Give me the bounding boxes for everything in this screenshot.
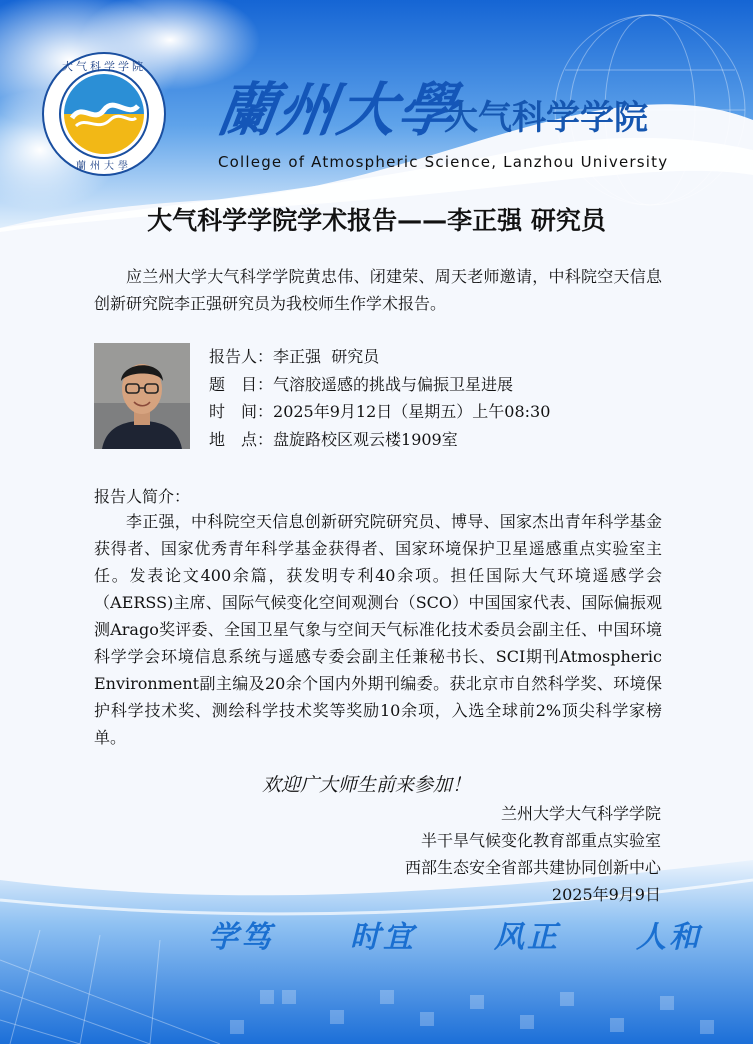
svg-text:蘭州大學: 蘭州大學 <box>76 161 132 172</box>
welcome-message: 欢迎广大师生前来参加！ <box>262 774 472 796</box>
signature-org-3: 西部生态安全省部共建协同创新中心 <box>404 858 661 877</box>
place-value: 盘旋路校区观云楼1909室 <box>273 429 458 449</box>
time-value: 2025年9月12日（星期五）上午08:30 <box>273 402 551 421</box>
motto-word-2: 时宜 <box>350 920 416 955</box>
time-label: 时 间： <box>209 402 274 421</box>
reporter-value: 李正强 研究员 <box>273 347 380 366</box>
college-english-name: College of Atmospheric Science, Lanzhou University <box>218 153 669 171</box>
talk-info <box>209 343 550 453</box>
signature-org-2: 半干旱气候变化教育部重点实验室 <box>420 831 661 850</box>
university-calligraphy-logo: 蘭州大學 <box>213 76 463 144</box>
svg-text:大气科学学院: 大气科学学院 <box>62 60 146 73</box>
topic-row <box>209 371 550 399</box>
motto-word-1: 学笃 <box>208 920 274 955</box>
reporter-row <box>209 343 550 371</box>
place-row <box>209 426 550 454</box>
bio-paragraph: 李正强，中科院空天信息创新研究院研究员、博导、国家杰出青年科学基金获得者、国家优秀青年科学基金获得者、国家环境保护卫星遥感重点实验室主任。发表论文400余篇，获发明专利40余项。担任国际大气环境遥感学会（AERSS)主席、国际气候变化空间观测台（SCO）中国国家代表、国际偏振观测Arago奖评委、全国卫星气象与空间天气标准化技术委员会副主任、中国环境科学学会环境信息系统与遥感专委会副主任兼秘书长、SCI期刊Atmospheric Environment副主编及20余个国内外期刊编委。获北京市自然科学奖、环境保护科学技术奖、测绘科学技术奖等奖励10余项，入选全球前2%顶尖科学家榜单。 <box>94 512 662 747</box>
motto-word-4: 人和 <box>636 920 702 955</box>
topic-value: 气溶胶遥感的挑战与偏振卫星进展 <box>273 374 514 394</box>
motto-word-3: 风正 <box>494 920 560 955</box>
time-row <box>209 398 550 426</box>
bio-heading: 报告人简介： <box>94 487 191 506</box>
topic-label: 题 目： <box>209 374 274 394</box>
reporter-label: 报告人： <box>209 347 274 366</box>
page-title: 大气科学学院学术报告——李正强 研究员 <box>147 206 606 235</box>
signature-date: 2025年9月9日 <box>551 885 661 904</box>
place-label: 地 点： <box>209 429 274 449</box>
signature-org-1: 兰州大学大气科学学院 <box>500 804 661 823</box>
signature-block <box>405 800 661 908</box>
intro-paragraph: 应兰州大学大气科学学院黄忠伟、闭建荣、周天老师邀请，中科院空天信息创新研究院李正强研究员为我校师生作学术报告。 <box>94 267 662 313</box>
speaker-photo <box>94 343 190 449</box>
college-name: 大气科学学院 <box>444 98 648 138</box>
university-seal-logo <box>42 52 166 176</box>
